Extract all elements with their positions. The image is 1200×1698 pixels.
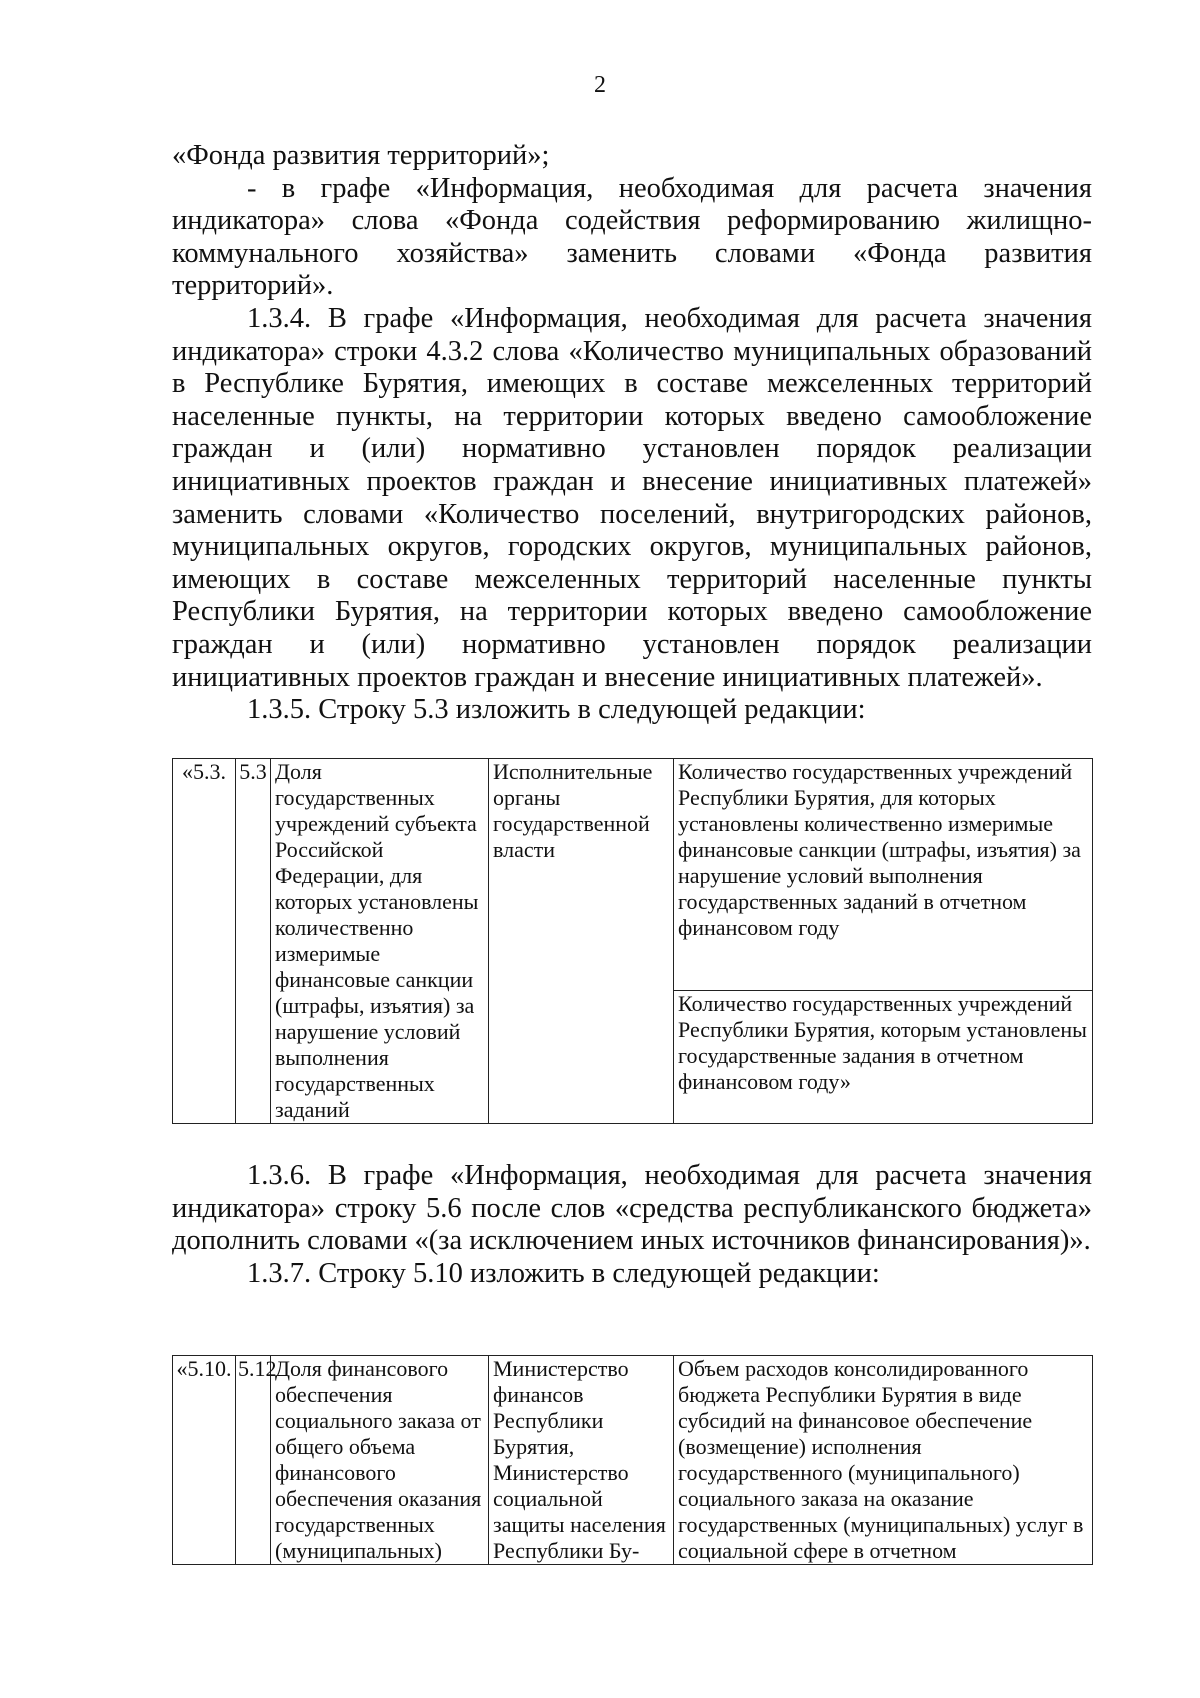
cell-info-denominator: Количество государственных учреждений Республики Бурятия, которым установлены государственные задания в отчетном финансовом году» <box>674 990 1093 1123</box>
cell-indicator: Доля государственных учреждений субъекта Российской Федерации, для которых установлены количественно измеримые финансовые санкции (штрафы, изъятия) за нарушение условий выполнения государственных заданий <box>271 759 489 1124</box>
table-row <box>173 1356 1093 1565</box>
cell-responsible: Исполнительные органы государственной власти <box>489 759 674 1124</box>
table-row-5-3 <box>172 758 1093 1124</box>
paragraph-3: 1.3.4. В графе «Информация, необходимая для расчета значения индикатора» строки 4.3.2 слова «Количество муниципальных образований в Республике Бурятия, имеющих в составе межселенных территорий населенные пункты, на территории которых введено самообложение граждан и (или) нормативно установлен порядок реализации инициативных проектов граждан и внесение инициативных платежей» заменить словами «Количество поселений, внутригородских районов, муниципальных округов, городских округов, муниципальных районов, имеющих в составе межселенных территорий населенные пункты Республики Бурятия, на территории которых введено самообложение граждан и (или) нормативно установлен порядок реализации инициативных проектов граждан и внесение инициативных платежей». <box>172 302 1092 693</box>
cell-number: «5.10. <box>173 1356 236 1565</box>
cell-indicator: Доля финансового обеспечения социального заказа от общего объема финансового обеспечения оказания государственных (муниципальных) <box>271 1356 489 1565</box>
cell-code: 5.12 <box>236 1356 271 1565</box>
page-number: 2 <box>594 72 606 98</box>
cell-number: «5.3. <box>173 759 236 1124</box>
paragraph-5: 1.3.6. В графе «Информация, необходимая для расчета значения индикатора» строку 5.6 после слов «средства республиканского бюджета» дополнить словами «(за исключением иных источников финансирования)». <box>172 1160 1092 1257</box>
cell-info: Объем расходов консолидированного бюджета Республики Бурятия в виде субсидий на финансовое обеспечение (возмещение) исполнения государственного (муниципального) социального заказа на оказание государственных (муниципальных) услуг в социальной сфере в отчетном <box>674 1356 1093 1565</box>
paragraph-4: 1.3.5. Строку 5.3 изложить в следующей редакции: <box>247 694 866 726</box>
table-row-5-10 <box>172 1355 1093 1565</box>
paragraph-1: «Фонда развития территорий»; <box>172 140 550 171</box>
top-text <box>172 140 1092 727</box>
table-row <box>173 759 1093 991</box>
cell-responsible: Министерство финансов Республики Бурятия, Министерство социальной защиты населения Республики Бу- <box>489 1356 674 1565</box>
paragraph-2: - в графе «Информация, необходимая для расчета значения индикатора» слова «Фонда содействия реформированию жилищно-коммунального хозяйства» заменить словами «Фонда развития территорий». <box>172 172 1092 302</box>
paragraph-6: 1.3.7. Строку 5.10 изложить в следующей редакции: <box>247 1257 880 1289</box>
cell-code: 5.3 <box>236 759 271 1124</box>
middle-text <box>172 1160 1092 1290</box>
cell-info-numerator: Количество государственных учреждений Республики Бурятия, для которых установлены количественно измеримые финансовые санкции (штрафы, изъятия) за нарушение условий выполнения государственных заданий в отчетном финансовом году <box>674 759 1093 991</box>
